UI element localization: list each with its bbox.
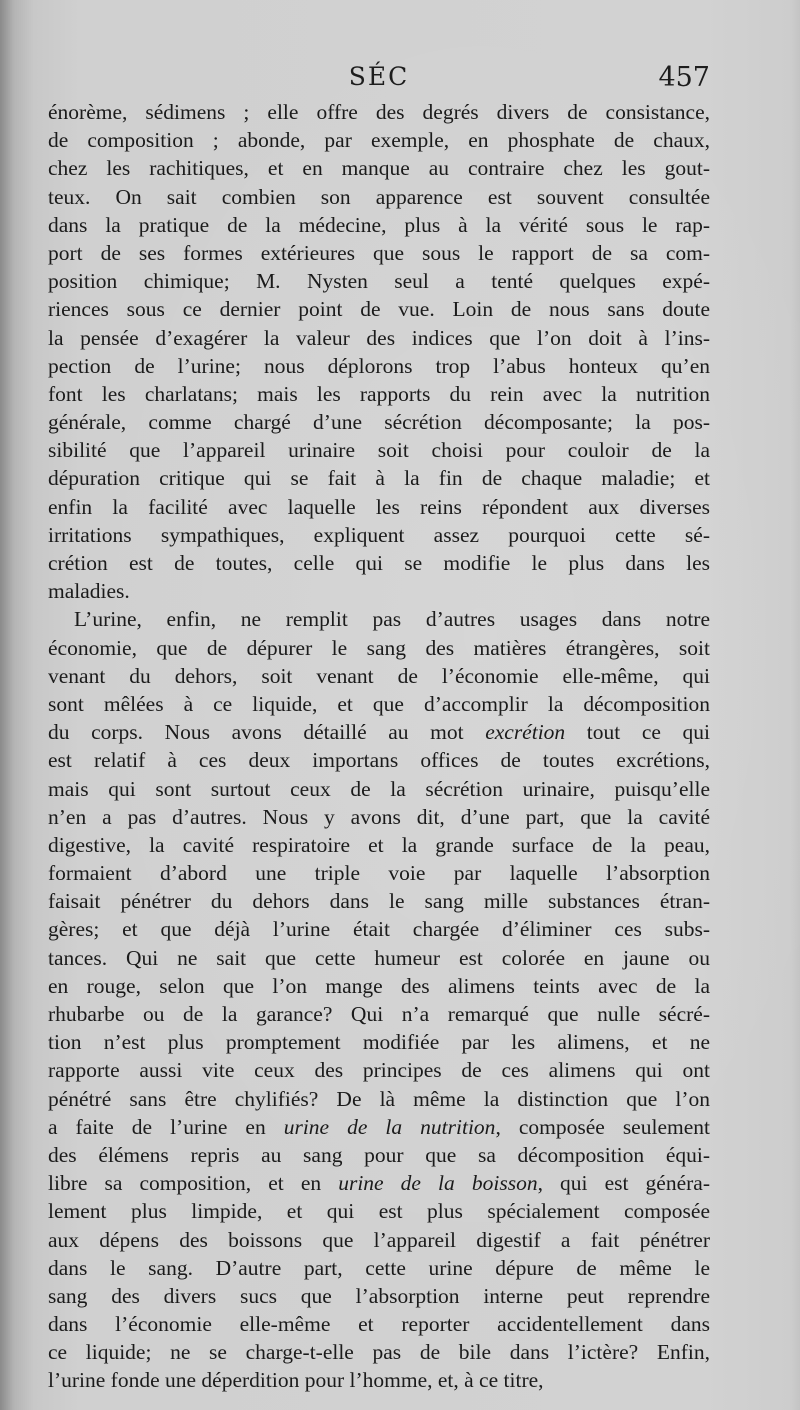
text-segment: , qui est généra-	[537, 1171, 711, 1196]
text-line	[48, 98, 710, 126]
running-title: SÉC	[348, 62, 410, 91]
text-line	[48, 183, 710, 211]
text-segment: a faite de l’urine en	[48, 1114, 284, 1139]
text-line	[48, 324, 710, 352]
text-line	[48, 295, 710, 323]
text-segment: tion n’est plus promptement modifiée par les alimens, et ne	[48, 1030, 710, 1055]
text-line	[48, 690, 710, 718]
text-segment: pection de l’urine; nous déplorons trop l’abus honteux qu’en	[48, 353, 710, 378]
text-line	[48, 352, 710, 380]
text-segment: venant du dehors, soit venant de l’économie elle-même, qui	[48, 663, 710, 688]
text-line	[48, 972, 710, 1000]
italic-term: urine de la boisson	[338, 1171, 538, 1196]
text-segment: ce liquide; ne se charge-t-elle pas de bile dans l’ictère? Enfin,	[48, 1340, 710, 1365]
text-segment: faisait pénétrer du dehors dans le sang mille substances étran-	[48, 889, 710, 914]
text-line	[48, 239, 710, 267]
text-segment: gères; et que déjà l’urine était chargée d’éliminer ces subs-	[48, 917, 710, 942]
text-segment: tances. Qui ne sait que cette humeur est colorée en jaune ou	[48, 945, 710, 970]
text-line	[48, 662, 710, 690]
text-line	[48, 634, 710, 662]
text-line	[48, 775, 710, 803]
text-segment: formaient d’abord une triple voie par laquelle l’absorption	[48, 861, 710, 886]
text-segment: rhubarbe ou de la garance? Qui n’a remarqué que nulle sécré-	[48, 1002, 710, 1026]
text-segment: , composée seulement	[495, 1114, 710, 1139]
text-segment: sang des divers sucs que l’absorption interne peut reprendre	[48, 1283, 710, 1308]
text-segment: enfin la facilité avec laquelle les reins répondent aux diverses	[48, 494, 710, 519]
text-segment: teux. On sait combien son apparence est souvent consultée	[48, 184, 710, 209]
text-line	[48, 211, 710, 239]
text-line	[48, 1197, 710, 1225]
text-segment: la pensée d’exagérer la valeur des indices que l’on doit à l’ins-	[48, 325, 710, 350]
text-line	[48, 1338, 710, 1366]
text-segment: tout ce qui	[565, 720, 710, 745]
text-line	[48, 464, 710, 492]
text-segment: rapporte aussi vite ceux des principes de ces alimens qui ont	[48, 1058, 710, 1083]
text-line	[48, 1000, 710, 1028]
text-segment: générale, comme chargé d’une sécrétion décomposante; la pos-	[48, 410, 710, 435]
text-line	[48, 1254, 710, 1282]
text-segment: du corps. Nous avons détaillé au mot	[48, 720, 486, 745]
text-line	[48, 521, 710, 549]
text-line	[48, 267, 710, 295]
text-line	[48, 1113, 710, 1141]
text-line	[48, 577, 710, 605]
text-line	[48, 605, 710, 633]
text-segment: position chimique; M. Nysten seul a tenté quelques expé-	[48, 269, 710, 294]
text-segment: libre sa composition, et en	[48, 1171, 339, 1196]
text-line	[48, 803, 710, 831]
text-line	[48, 1028, 710, 1056]
text-segment: dans le sang. D’autre part, cette urine dépure de même le	[48, 1255, 710, 1280]
text-line	[48, 380, 710, 408]
body-text	[48, 98, 710, 1395]
text-segment: font les charlatans; mais les rapports du rein avec la nutrition	[48, 381, 710, 406]
page-header	[48, 62, 710, 98]
text-line	[48, 746, 710, 774]
text-line	[48, 887, 710, 915]
text-line	[48, 436, 710, 464]
text-segment: en rouge, selon que l’on mange des alimens teints avec de la	[48, 973, 710, 998]
text-line	[48, 1141, 710, 1169]
text-line	[48, 1169, 710, 1197]
text-segment: digestive, la cavité respiratoire et la grande surface de la peau,	[48, 832, 710, 857]
text-line	[48, 549, 710, 577]
text-segment: n’en a pas d’autres. Nous y avons dit, d’une part, que la cavité	[48, 804, 710, 829]
text-segment: sont mêlées à ce liquide, et que d’accomplir la décomposition	[48, 691, 710, 716]
text-segment: l’urine fonde une déperdition pour l’homme, et, à ce titre,	[48, 1368, 544, 1393]
text-line	[48, 1282, 710, 1310]
text-segment: dans l’économie elle-même et reporter accidentellement dans	[48, 1312, 710, 1337]
text-segment: crétion est de toutes, celle qui se modifie le plus dans les	[48, 551, 710, 575]
text-line	[48, 126, 710, 154]
text-segment: L’urine, enfin, ne remplit pas d’autres usages dans notre	[74, 607, 710, 632]
text-segment: dépuration critique qui se fait à la fin de chaque maladie; et	[48, 466, 710, 491]
text-segment: énorème, sédimens ; elle offre des degrés divers de consistance,	[48, 100, 710, 124]
text-segment: aux dépens des boissons que l’appareil digestif a fait pénétrer	[48, 1227, 710, 1252]
text-line	[48, 718, 710, 746]
text-line	[48, 944, 710, 972]
italic-term: excrétion	[485, 720, 566, 745]
text-line	[48, 1366, 710, 1394]
text-segment: de composition ; abonde, par exemple, en phosphate de chaux,	[48, 128, 710, 153]
text-segment: riences sous ce dernier point de vue. Loin de nous sans doute	[48, 297, 710, 322]
text-segment: port de ses formes extérieures que sous le rapport de sa com-	[48, 240, 710, 265]
text-line	[48, 831, 710, 859]
text-line	[48, 1310, 710, 1338]
text-segment: dans la pratique de la médecine, plus à la vérité sous le rap-	[48, 212, 710, 237]
italic-term: urine de la nutrition	[283, 1114, 496, 1139]
text-segment: mais qui sont surtout ceux de la sécrétion urinaire, puisqu’elle	[48, 776, 710, 801]
text-segment: maladies.	[48, 579, 130, 604]
text-segment: chez les rachitiques, et en manque au contraire chez les gout-	[48, 156, 710, 181]
text-line	[48, 915, 710, 943]
text-line	[48, 1056, 710, 1084]
text-line	[48, 1226, 710, 1254]
text-segment: irritations sympathiques, expliquent assez pourquoi cette sé-	[48, 522, 710, 547]
text-segment: est relatif à ces deux importans offices de toutes excrétions,	[48, 748, 710, 773]
text-segment: sibilité que l’appareil urinaire soit choisi pour couloir de la	[48, 438, 710, 463]
text-segment: pénétré sans être chylifiés? De là même la distinction que l’on	[48, 1086, 710, 1111]
page-number: 457	[658, 62, 710, 93]
text-line	[48, 1085, 710, 1113]
text-line	[48, 859, 710, 887]
text-line	[48, 493, 710, 521]
text-line	[48, 408, 710, 436]
text-segment: lement plus limpide, et qui est plus spécialement composée	[48, 1199, 710, 1224]
text-line	[48, 154, 710, 182]
text-segment: économie, que de dépurer le sang des matières étrangères, soit	[48, 635, 710, 660]
text-segment: des élémens repris au sang pour que sa décomposition équi-	[48, 1142, 710, 1167]
